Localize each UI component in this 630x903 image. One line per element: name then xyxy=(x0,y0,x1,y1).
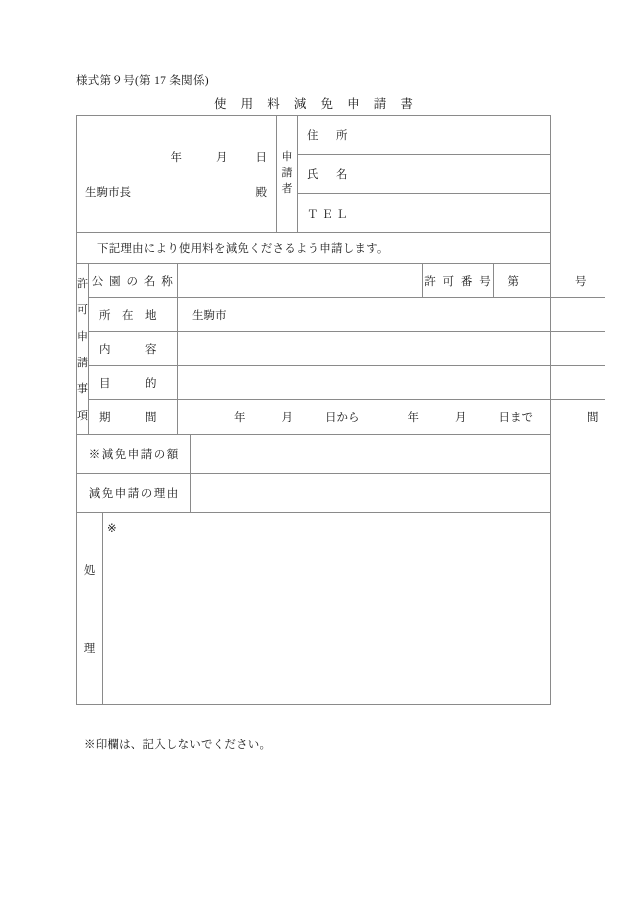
date-month: 月 xyxy=(216,152,228,164)
permit-number-value[interactable] xyxy=(494,264,605,297)
content-label: 内 容 xyxy=(89,332,178,365)
processing-block xyxy=(77,513,551,705)
reduction-reason-row xyxy=(77,474,551,513)
mayor-line xyxy=(77,184,267,200)
purpose-row xyxy=(89,366,605,400)
addressee-cell xyxy=(77,116,277,232)
period-year-from: 年 xyxy=(234,412,246,424)
content-row xyxy=(89,332,605,366)
processing-body[interactable] xyxy=(103,513,550,704)
honorific: 殿 xyxy=(255,187,267,199)
applicant-tag-char-2: 請 xyxy=(281,167,293,180)
applicant-name-row xyxy=(298,155,550,194)
processing-mark-icon: ※ xyxy=(107,523,117,535)
applicant-name-label: 氏 名 xyxy=(307,169,351,181)
location-value[interactable]: 生駒市 xyxy=(192,309,227,322)
applicant-fields xyxy=(298,116,551,232)
statement-row: 下記理由により使用料を減免くださるよう申請します。 xyxy=(77,233,551,264)
permit-details-tag xyxy=(77,264,89,434)
period-duration: 間 xyxy=(587,412,599,424)
reduction-amount-row xyxy=(77,435,551,474)
reduction-amount-label: ※減免申請の額 xyxy=(77,435,191,473)
period-day-from: 日から xyxy=(325,412,360,424)
applicant-tel-row xyxy=(298,194,550,233)
period-value[interactable] xyxy=(178,400,605,434)
period-month-from: 月 xyxy=(281,412,293,424)
applicant-tag-char-3: 者 xyxy=(281,182,293,195)
reduction-amount-value[interactable] xyxy=(191,435,550,473)
park-name-label: 公 園 の 名 称 xyxy=(89,264,178,297)
applicant-tag xyxy=(277,116,298,232)
document-title: 使 用 料 減 免 申 請 書 xyxy=(214,97,419,111)
permit-details-rows xyxy=(89,264,605,434)
purpose-value[interactable] xyxy=(178,366,605,399)
form-table xyxy=(76,115,599,705)
permit-tag-char-3: 申 xyxy=(77,330,88,343)
permit-tag-char-6: 項 xyxy=(77,409,88,422)
applicant-tel-label: ＴＥＬ xyxy=(307,208,351,221)
period-day-to: 日まで xyxy=(498,412,533,424)
permit-tag-char-5: 事 xyxy=(77,383,88,396)
period-row xyxy=(89,400,605,434)
period-month-to: 月 xyxy=(455,412,467,424)
permit-number-label: 許 可 番 号 xyxy=(422,264,494,297)
park-name-value[interactable] xyxy=(178,264,422,297)
content-value[interactable] xyxy=(178,332,605,365)
permit-number-prefix: 第 xyxy=(507,275,519,288)
location-row xyxy=(89,298,605,332)
permit-tag-char-1: 許 xyxy=(77,278,88,291)
applicant-address-label: 住 所 xyxy=(307,130,351,142)
permit-tag-char-4: 請 xyxy=(77,357,88,370)
applicant-tag-char-1: 申 xyxy=(281,151,293,164)
period-year-to: 年 xyxy=(407,412,419,424)
permit-details-block xyxy=(77,264,599,435)
mayor-name: 生駒市長 xyxy=(85,187,131,199)
permit-tag-char-2: 可 xyxy=(77,304,88,317)
period-label: 期 間 xyxy=(89,400,178,434)
reduction-reason-label: 減免申請の理由 xyxy=(77,474,191,512)
applicant-address-row xyxy=(298,116,550,155)
location-label: 所 在 地 xyxy=(89,298,178,331)
processing-tag-char-2: 理 xyxy=(83,642,96,655)
date-line xyxy=(77,149,267,165)
park-name-row xyxy=(89,264,605,298)
permit-number-suffix: 号 xyxy=(575,275,587,288)
purpose-label: 目 的 xyxy=(89,366,178,399)
date-day: 日 xyxy=(255,152,267,164)
processing-tag-char-1: 処 xyxy=(83,564,96,577)
form-number: 様式第９号(第 17 条関係) xyxy=(76,75,209,87)
addressee-applicant-block xyxy=(77,116,551,233)
reduction-reason-value[interactable] xyxy=(191,474,550,512)
footnote: ※印欄は、記入しないでください。 xyxy=(84,739,272,751)
processing-tag xyxy=(77,513,103,704)
date-year: 年 xyxy=(170,152,182,164)
